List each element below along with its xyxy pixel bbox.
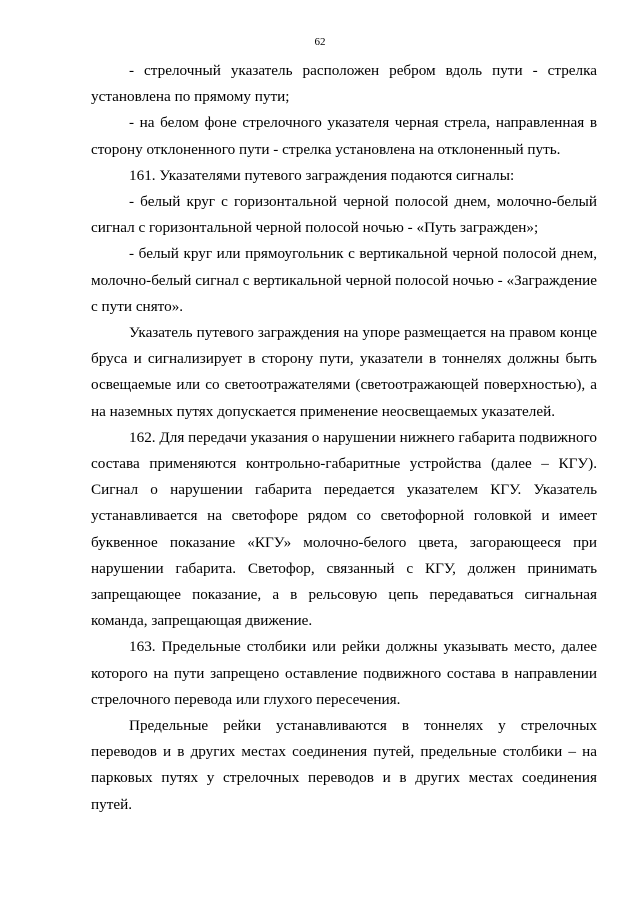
paragraph-162-kgu: 162. Для передачи указания о нарушении нижнего габарита подвижного состава применяются контрольно-габаритные устройства (далее – КГУ). Сигнал о нарушении габарита передается указателем КГУ. Указатель устанавливается на светофоре рядом со светофорной головкой и имеет буквенное показание «КГУ» молочно-белого цвета, загорающееся при нарушении габарита. Светофор, связанный с КГУ, должен принимать запрещающее показание, а в рельсовую цепь передаваться сигнальная команда, запрещающая движение.	[91, 428, 597, 630]
page-number: 62	[314, 36, 326, 48]
paragraph-limit-rails-placement: Предельные рейки устанавливаются в тоннелях у стрелочных переводов и в других местах соединения путей, предельные столбики – на парковых путях у стрелочных переводов и в других местах соединения путей.	[91, 717, 597, 813]
paragraph-switch-indicator-diverging: - на белом фоне стрелочного указателя черная стрела, направленная в сторону отклоненного пути - стрелка установлена на отклоненный путь.	[91, 114, 597, 158]
paragraph-track-blocked-signal: - белый круг с горизонтальной черной полосой днем, молочно-белый сигнал с горизонтальной черной полосой ночью - «Путь загражден»;	[91, 193, 597, 237]
document-body	[91, 58, 597, 818]
paragraph-barrier-indicator-placement: Указатель путевого заграждения на упоре размещается на правом конце бруса и сигнализирует в сторону пути, указатели в тоннелях должны быть освещаемые или со светоотражателями (светоотражающей поверхностью), а на наземных путях допускается применение неосвещаемых указателей.	[91, 324, 597, 420]
paragraph-161-heading: 161. Указателями путевого заграждения подаются сигналы:	[129, 166, 515, 184]
paragraph-switch-indicator-straight: - стрелочный указатель расположен ребром вдоль пути - стрелка установлена по прямому пути;	[91, 62, 597, 106]
paragraph-163-limit-posts: 163. Предельные столбики или рейки должны указывать место, далее которого на пути запрещено оставление подвижного состава в направлении стрелочного перевода или глухого пересечения.	[91, 638, 597, 708]
paragraph-block-removed-signal: - белый круг или прямоугольник с вертикальной черной полосой днем, молочно-белый сигнал с вертикальной черной полосой ночью - «Заграждение с пути снято».	[91, 245, 597, 315]
